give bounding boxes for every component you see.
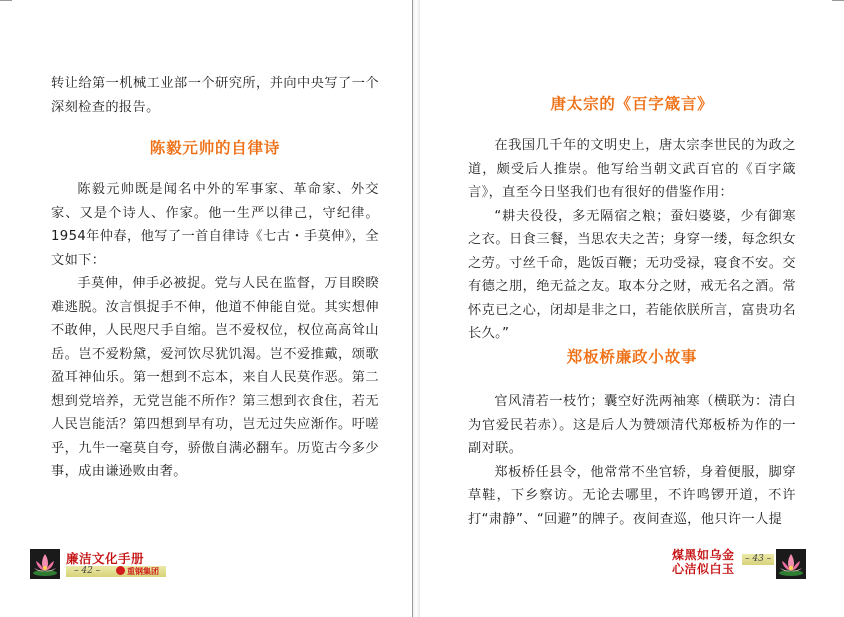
page-number-left: – 42 – (74, 566, 101, 576)
section-title-chen-yi: 陈毅元帅的自律诗 (149, 139, 281, 157)
footer-motto-line1: 煤黑如乌金 (672, 548, 735, 562)
paragraph: 郑板桥任县令，他常常不坐官轿，身着便服，脚穿草鞋，下乡察访。无论去哪里，不许鸣锣开道，不许打“肃静”、“回避”的牌子。夜间查巡，他只许一人提 (468, 464, 796, 527)
intro-text: 转让给第一机械工业部一个研究所，并向中央写了一个深刻检查的报告。 (51, 76, 379, 115)
footer-motto-line2: 心洁似白玉 (672, 562, 735, 576)
tang-taizong-article (468, 134, 796, 346)
lotus-icon (776, 549, 806, 579)
paragraph: 陈毅元帅既是闻名中外的军事家、革命家、外交家、又是个诗人、作家。他一生严以律己，守纪律。1954年仲春，他写了一首自律诗《七古・手莫伸》，全文如下： (51, 182, 379, 268)
book-gutter (412, 0, 420, 617)
footer-left (30, 549, 166, 579)
page-number-right: – 43 – (745, 554, 772, 564)
chen-yi-article (51, 178, 379, 484)
zheng-banqiao-article (468, 390, 796, 531)
intro-paragraph (51, 72, 379, 119)
crop-mark-right (832, 0, 844, 12)
section-title-tang-taizong: 唐太宗的《百字箴言》 (550, 95, 714, 113)
company-logo-text: 重钢集团 (127, 567, 159, 576)
quote-paragraph: “耕夫役役，多无隔宿之粮；蚕妇婆婆，少有御寒之衣。日食三餐，当思农夫之苦；身穿一缕，每念织女之劳。寸丝千命，匙饭百鞭；无功受禄，寝食不安。交有德之朋，绝无益之友。取本分之财，戒无名之酒。常怀克已之心，闭却是非之口，若能依朕所言，富贵功名长久。” (468, 208, 796, 341)
footer-right (672, 549, 812, 579)
paragraph: 在我国几千年的文明史上，唐太宗李世民的为政之道，颇受后人推崇。他写给当朝文武百官的《百字箴言》，直至今日坚我们也有很好的借鉴作用： (468, 138, 796, 200)
crop-mark-left (0, 0, 12, 12)
section-title-zheng-banqiao: 郑板桥廉政小故事 (566, 348, 698, 366)
poem-paragraph: 手莫伸，伸手必被捉。党与人民在监督，万目睽睽难逃脱。汝言惧捉手不伸，他道不伸能自觉。其实想伸不敢伸，人民咫尺手自缩。岂不爱权位，权位高高耸山岳。岂不爱粉黛，爱河饮尽犹饥渴。岂不爱推戴，颂歌盈耳神仙乐。第一想到不忘本，来自人民莫作恶。第二想到党培养，无党岂能不所作？第三想到衣食住，若无人民岂能活？第四想到早有功，岂无过失应渐作。吁嗟乎，九牛一毫莫自夸，骄傲自满必翻车。历览古今多少事，成由谦逊败由奢。 (51, 276, 379, 479)
footer-book-title: 廉洁文化手册 (66, 551, 145, 566)
company-logo-icon (116, 566, 125, 575)
lotus-icon (30, 549, 60, 579)
company-logo (116, 566, 159, 577)
paragraph: 官风清若一枝竹；囊空好洗两袖寒（横联为：清白为官爱民若赤）。这是后人为赞颂清代郑板桥为作的一副对联。 (468, 394, 796, 456)
gutter-line-left (412, 0, 413, 617)
